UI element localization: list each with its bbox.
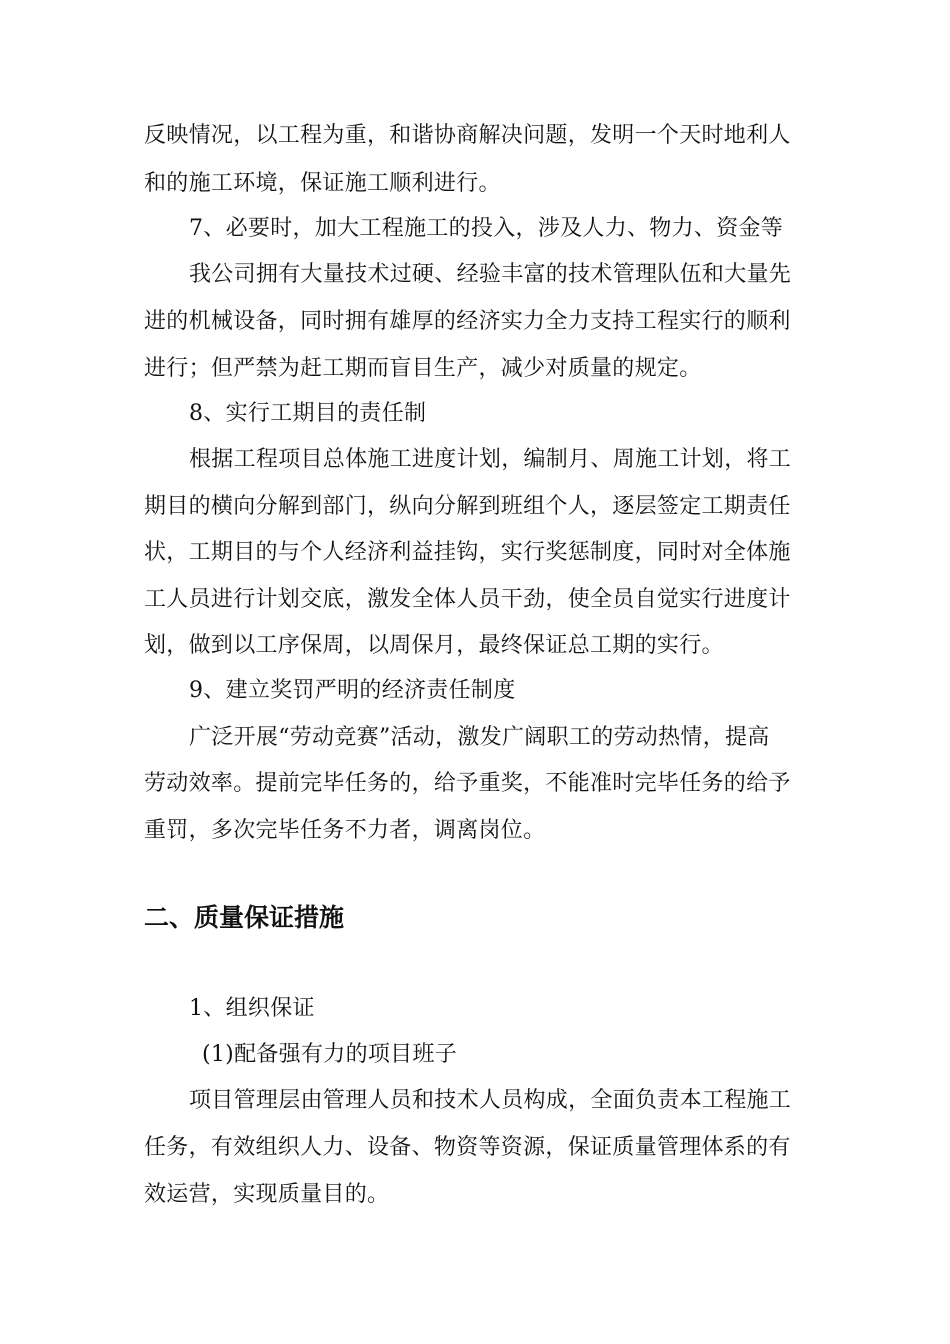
section-sub-item-1: (1)配备强有力的项目班子 <box>202 1042 458 1067</box>
paragraph-line: 反映情况，以工程为重，和谐协商解决问题，发明一个天时地利人 <box>144 123 791 148</box>
list-item-7: 7、必要时，加大工程施工的投入，涉及人力、物力、资金等 <box>189 216 784 241</box>
paragraph-line: 我公司拥有大量技术过硬、经验丰富的技术管理队伍和大量先 <box>189 262 792 287</box>
paragraph-line: 进行；但严禁为赶工期而盲目生产，减少对质量的规定。 <box>144 356 702 381</box>
paragraph-line: 重罚，多次完毕任务不力者，调离岗位。 <box>144 818 546 843</box>
paragraph-line: 状，工期目的与个人经济利益挂钩，实行奖惩制度，同时对全体施 <box>144 540 791 565</box>
paragraph-line: 根据工程项目总体施工进度计划，编制月、周施工计划，将工 <box>189 447 792 472</box>
paragraph-line: 广泛开展“劳动竞赛”活动，激发广阔职工的劳动热情，提高 <box>189 725 770 750</box>
paragraph-line: 和的施工环境，保证施工顺利进行。 <box>144 171 501 196</box>
paragraph-line: 劳动效率。提前完毕任务的，给予重奖，不能准时完毕任务的给予 <box>144 771 791 796</box>
list-item-8: 8、实行工期目的责任制 <box>189 401 427 426</box>
list-item-9: 9、建立奖罚严明的经济责任制度 <box>189 678 516 703</box>
paragraph-line: 期目的横向分解到部门，纵向分解到班组个人，逐层签定工期责任 <box>144 494 791 519</box>
section-item-1: 1、组织保证 <box>189 996 315 1021</box>
paragraph-line: 项目管理层由管理人员和技术人员构成，全面负责本工程施工 <box>189 1088 792 1113</box>
paragraph-line: 工人员进行计划交底，激发全体人员干劲，使全员自觉实行进度计 <box>144 587 791 612</box>
paragraph-line: 任务，有效组织人力、设备、物资等资源，保证质量管理体系的有 <box>144 1135 791 1160</box>
paragraph-line: 划，做到以工序保周，以周保月，最终保证总工期的实行。 <box>144 633 724 658</box>
paragraph-line: 效运营，实现质量目的。 <box>144 1182 390 1207</box>
paragraph-line: 进的机械设备，同时拥有雄厚的经济实力全力支持工程实行的顺利 <box>144 309 791 334</box>
section-heading: 二、质量保证措施 <box>144 903 345 932</box>
